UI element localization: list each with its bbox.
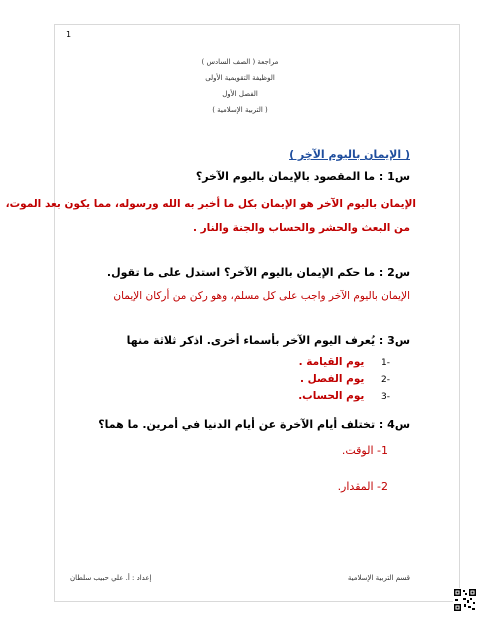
qr-code-icon bbox=[453, 588, 477, 612]
list-item bbox=[298, 390, 390, 402]
answer-2: الإيمان باليوم الآخر واجب على كل مسلم، وهو ركن من أركان الإيمان bbox=[113, 290, 410, 302]
header-line-3: الفصل الأول bbox=[222, 90, 258, 98]
header-line-2: الوظيفة التقويمية الأولى bbox=[205, 74, 275, 82]
answer-1-line-2: من البعث والحشر والحساب والجنة والنار . bbox=[192, 222, 410, 234]
footer-author: إعداد : أ. علي حبيب سلطان bbox=[70, 574, 152, 582]
topic-title: ( الإيمان باليوم الآخِر ) bbox=[289, 148, 410, 161]
answer-4-1: 1- الوقت. bbox=[341, 444, 388, 457]
list-text: يوم الفصل . bbox=[300, 373, 365, 385]
header-line-4: ( التربية الإسلامية ) bbox=[212, 106, 268, 114]
list-text: يوم الحساب. bbox=[298, 390, 365, 402]
list-number: -2 bbox=[381, 375, 390, 385]
page-number: 1 bbox=[66, 30, 72, 39]
list-item bbox=[299, 356, 390, 368]
list-item bbox=[300, 373, 390, 385]
list-number: -3 bbox=[381, 392, 390, 402]
list-number: -1 bbox=[381, 358, 390, 368]
question-4: س4 : تختلف أيام الآخرة عن أيام الدنيا في أمرين. ما هما؟ bbox=[98, 418, 410, 431]
answer-1-line-1: الإيمان باليوم الآخر هو الإيمان بكل ما أخبر به الله ورسوله، مما يكون بعد الموت، bbox=[5, 198, 416, 210]
header-line-1: مراجعة ( الصف السادس ) bbox=[201, 58, 279, 66]
answer-4-2: 2- المقدار. bbox=[337, 480, 388, 493]
list-text: يوم القيامة . bbox=[298, 356, 365, 368]
question-3: س3 : يُعرف اليوم الآخر بأسماء أخرى. اذكر ثلاثة منها bbox=[126, 334, 410, 347]
question-2: س2 : ما حكم الإيمان باليوم الآخر؟ استدل على ما تقول. bbox=[106, 266, 410, 279]
footer-department: قسم التربية الإسلامية bbox=[347, 574, 410, 582]
question-1: س1 : ما المقصود بالإيمان باليوم الآخر؟ bbox=[195, 170, 410, 183]
